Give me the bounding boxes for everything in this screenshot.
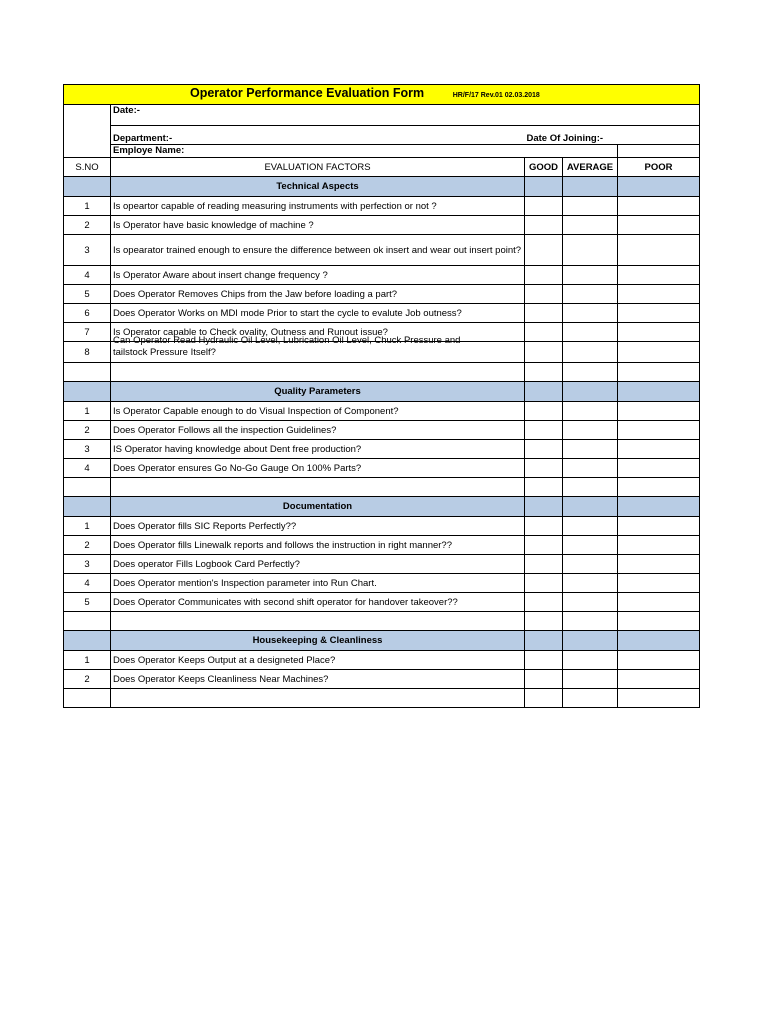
section-rating-cell — [563, 382, 618, 402]
rating-good-cell[interactable] — [525, 651, 563, 670]
factor-text-overlap — [113, 335, 522, 362]
factor-number: 1 — [64, 197, 111, 216]
factor-text-cell — [111, 335, 525, 363]
header-factors: EVALUATION FACTORS — [111, 158, 525, 177]
blank-row — [64, 363, 700, 382]
factor-text: Is Operator have basic knowledge of machine ? — [111, 216, 525, 235]
rating-good-cell[interactable] — [525, 266, 563, 285]
rating-average-cell[interactable] — [563, 342, 618, 363]
department-row — [64, 126, 700, 145]
blank-cell — [111, 478, 525, 497]
factor-row — [64, 440, 700, 459]
factor-number: 8 — [64, 342, 111, 363]
joining-field[interactable] — [525, 126, 700, 145]
factor-text: Does Operator Works on MDI mode Prior to start the cycle to evalute Job outness? — [111, 304, 525, 323]
section-rating-cell — [525, 177, 563, 197]
rating-good-cell[interactable] — [525, 197, 563, 216]
joining-label: Date Of Joining:- — [526, 133, 604, 144]
factor-row — [64, 304, 700, 323]
factor-row — [64, 216, 700, 235]
blank-cell — [64, 689, 111, 708]
blank-row — [64, 478, 700, 497]
date-field[interactable] — [111, 105, 700, 126]
factor-text: IS Operator having knowledge about Dent free production? — [111, 440, 525, 459]
factor-row — [64, 536, 700, 555]
rating-average-cell[interactable] — [563, 593, 618, 612]
blank-cell — [525, 612, 563, 631]
blank-cell — [618, 363, 700, 382]
rating-poor-cell[interactable] — [618, 459, 700, 478]
factor-row — [64, 266, 700, 285]
section-header-row — [64, 631, 700, 651]
section-header-row — [64, 497, 700, 517]
rating-poor-cell[interactable] — [618, 304, 700, 323]
factor-number: 5 — [64, 285, 111, 304]
rating-poor-cell[interactable] — [618, 197, 700, 216]
blank-cell — [64, 363, 111, 382]
blank-cell — [618, 478, 700, 497]
factor-row — [64, 402, 700, 421]
rating-good-cell[interactable] — [525, 555, 563, 574]
employee-field[interactable] — [111, 145, 618, 158]
rating-poor-cell[interactable] — [618, 536, 700, 555]
rating-average-cell[interactable] — [563, 216, 618, 235]
form-title: Operator Performance Evaluation Form — [190, 86, 425, 100]
rating-good-cell[interactable] — [525, 536, 563, 555]
rating-good-cell[interactable] — [525, 235, 563, 266]
employee-extra-cell — [618, 145, 700, 158]
rating-average-cell[interactable] — [563, 651, 618, 670]
section-title: Quality Parameters — [111, 382, 525, 402]
evaluation-form-table — [63, 84, 700, 708]
rating-poor-cell[interactable] — [618, 285, 700, 304]
rating-average-cell[interactable] — [563, 421, 618, 440]
rating-poor-cell[interactable] — [618, 593, 700, 612]
header-good: GOOD — [525, 158, 563, 177]
blank-row — [64, 612, 700, 631]
rating-good-cell[interactable] — [525, 323, 563, 342]
employee-row — [64, 145, 700, 158]
factor-text: Is opeartor capable of reading measuring instruments with perfection or not ? — [111, 197, 525, 216]
section-title: Documentation — [111, 497, 525, 517]
factor-row — [64, 670, 700, 689]
rating-average-cell[interactable] — [563, 670, 618, 689]
section-rating-cell — [563, 177, 618, 197]
rating-average-cell[interactable] — [563, 459, 618, 478]
section-rating-cell — [563, 631, 618, 651]
title-row — [64, 85, 700, 105]
factor-number: 3 — [64, 440, 111, 459]
factor-number: 3 — [64, 555, 111, 574]
blank-cell — [111, 363, 525, 382]
department-label: Department:- — [113, 133, 173, 144]
factor-row — [64, 574, 700, 593]
section-blank-cell — [64, 382, 111, 402]
rating-poor-cell[interactable] — [618, 555, 700, 574]
factor-number: 5 — [64, 593, 111, 612]
factor-text-clipped: Can Operator Read Hydraulic Oil Level, Lubrication Oil Level, Chuck Pressure and — [113, 335, 461, 346]
factor-text: Is Operator Aware about insert change frequency ? — [111, 266, 525, 285]
rating-good-cell[interactable] — [525, 342, 563, 363]
rating-good-cell[interactable] — [525, 440, 563, 459]
blank-cell — [563, 612, 618, 631]
factor-text: Does Operator Communicates with second shift operator for handover takeover?? — [111, 593, 525, 612]
factor-number: 2 — [64, 536, 111, 555]
section-blank-cell — [64, 177, 111, 197]
rating-average-cell[interactable] — [563, 285, 618, 304]
header-average: AVERAGE — [563, 158, 618, 177]
factor-text: Does Operator Keeps Cleanliness Near Machines? — [111, 670, 525, 689]
rating-average-cell[interactable] — [563, 440, 618, 459]
rating-good-cell[interactable] — [525, 459, 563, 478]
title-cell — [64, 85, 700, 105]
blank-cell — [563, 363, 618, 382]
section-title: Technical Aspects — [111, 177, 525, 197]
section-header-row — [64, 177, 700, 197]
rating-good-cell[interactable] — [525, 421, 563, 440]
rating-good-cell[interactable] — [525, 402, 563, 421]
rating-poor-cell[interactable] — [618, 440, 700, 459]
factor-text: Is Operator Capable enough to do Visual Inspection of Component? — [111, 402, 525, 421]
rating-poor-cell[interactable] — [618, 574, 700, 593]
factor-row — [64, 517, 700, 536]
date-label: Date:- — [113, 105, 140, 116]
section-rating-cell — [618, 382, 700, 402]
section-rating-cell — [618, 497, 700, 517]
factor-text: Does Operator ensures Go No-Go Gauge On 100% Parts? — [111, 459, 525, 478]
factor-text: tailstock Pressure Itself? — [113, 347, 216, 358]
header-poor: POOR — [618, 158, 700, 177]
rating-poor-cell[interactable] — [618, 402, 700, 421]
factor-number: 4 — [64, 574, 111, 593]
factor-number: 4 — [64, 266, 111, 285]
factor-row — [64, 555, 700, 574]
header-row — [64, 158, 700, 177]
factor-number: 3 — [64, 235, 111, 266]
factor-text: Does Operator fills Linewalk reports and follows the instruction in right manner?? — [111, 536, 525, 555]
blank-cell — [525, 689, 563, 708]
rating-average-cell[interactable] — [563, 555, 618, 574]
rating-good-cell[interactable] — [525, 285, 563, 304]
blank-cell — [525, 363, 563, 382]
factor-number: 2 — [64, 421, 111, 440]
factor-number: 2 — [64, 670, 111, 689]
department-field[interactable] — [111, 126, 525, 145]
factor-text: Does Operator Removes Chips from the Jaw before loading a part? — [111, 285, 525, 304]
factor-number: 1 — [64, 517, 111, 536]
rating-poor-cell[interactable] — [618, 651, 700, 670]
factor-row — [64, 197, 700, 216]
section-rating-cell — [525, 382, 563, 402]
factor-text: Does operator Fills Logbook Card Perfectly? — [111, 555, 525, 574]
rating-poor-cell[interactable] — [618, 421, 700, 440]
rating-good-cell[interactable] — [525, 304, 563, 323]
rating-average-cell[interactable] — [563, 536, 618, 555]
section-rating-cell — [618, 177, 700, 197]
employee-label: Employe Name: — [113, 145, 185, 156]
section-title: Housekeeping & Cleanliness — [111, 631, 525, 651]
info-blank-cell — [64, 105, 111, 158]
rating-poor-cell[interactable] — [618, 342, 700, 363]
factor-row — [64, 235, 700, 266]
rating-poor-cell[interactable] — [618, 216, 700, 235]
rating-average-cell[interactable] — [563, 574, 618, 593]
rating-good-cell[interactable] — [525, 670, 563, 689]
rating-good-cell[interactable] — [525, 216, 563, 235]
rating-average-cell[interactable] — [563, 266, 618, 285]
factor-text: Is Operator capable to Check ovality, Outness and Runout issue? — [111, 323, 525, 342]
rating-average-cell[interactable] — [563, 402, 618, 421]
rating-poor-cell[interactable] — [618, 323, 700, 342]
rating-poor-cell[interactable] — [618, 670, 700, 689]
factor-number: 2 — [64, 216, 111, 235]
section-blank-cell — [64, 631, 111, 651]
section-header-row — [64, 382, 700, 402]
header-sno: S.NO — [64, 158, 111, 177]
factor-text: Is opearator trained enough to ensure the difference between ok insert and wear out insert point? — [111, 235, 525, 266]
rating-poor-cell[interactable] — [618, 266, 700, 285]
factor-row — [64, 651, 700, 670]
factor-text: Does Operator fills SIC Reports Perfectly?? — [111, 517, 525, 536]
rating-average-cell[interactable] — [563, 323, 618, 342]
factor-number: 7 — [64, 323, 111, 342]
blank-cell — [111, 689, 525, 708]
rating-poor-cell[interactable] — [618, 235, 700, 266]
rating-average-cell[interactable] — [563, 304, 618, 323]
factor-text: Does Operator Follows all the inspection Guidelines? — [111, 421, 525, 440]
factor-row — [64, 421, 700, 440]
section-rating-cell — [525, 497, 563, 517]
factor-row — [64, 459, 700, 478]
blank-cell — [64, 478, 111, 497]
section-rating-cell — [563, 497, 618, 517]
rating-average-cell[interactable] — [563, 197, 618, 216]
rating-good-cell[interactable] — [525, 593, 563, 612]
rating-average-cell[interactable] — [563, 235, 618, 266]
rating-poor-cell[interactable] — [618, 517, 700, 536]
rating-good-cell[interactable] — [525, 574, 563, 593]
section-rating-cell — [525, 631, 563, 651]
blank-cell — [64, 612, 111, 631]
factor-row — [64, 593, 700, 612]
blank-cell — [563, 478, 618, 497]
blank-cell — [618, 689, 700, 708]
form-code: HR/F/17 Rev.01 02.03.2018 — [452, 92, 540, 99]
blank-row — [64, 689, 700, 708]
factor-row — [64, 285, 700, 304]
factor-text: Does Operator mention's Inspection parameter into Run Chart. — [111, 574, 525, 593]
date-row — [64, 105, 700, 126]
factor-number: 4 — [64, 459, 111, 478]
rating-average-cell[interactable] — [563, 517, 618, 536]
section-blank-cell — [64, 497, 111, 517]
section-rating-cell — [618, 631, 700, 651]
blank-cell — [618, 612, 700, 631]
blank-cell — [111, 612, 525, 631]
factor-text: Does Operator Keeps Output at a designeted Place? — [111, 651, 525, 670]
rating-good-cell[interactable] — [525, 517, 563, 536]
blank-cell — [563, 689, 618, 708]
blank-cell — [525, 478, 563, 497]
factor-number: 1 — [64, 651, 111, 670]
factor-row — [64, 342, 700, 363]
factor-number: 6 — [64, 304, 111, 323]
factor-number: 1 — [64, 402, 111, 421]
